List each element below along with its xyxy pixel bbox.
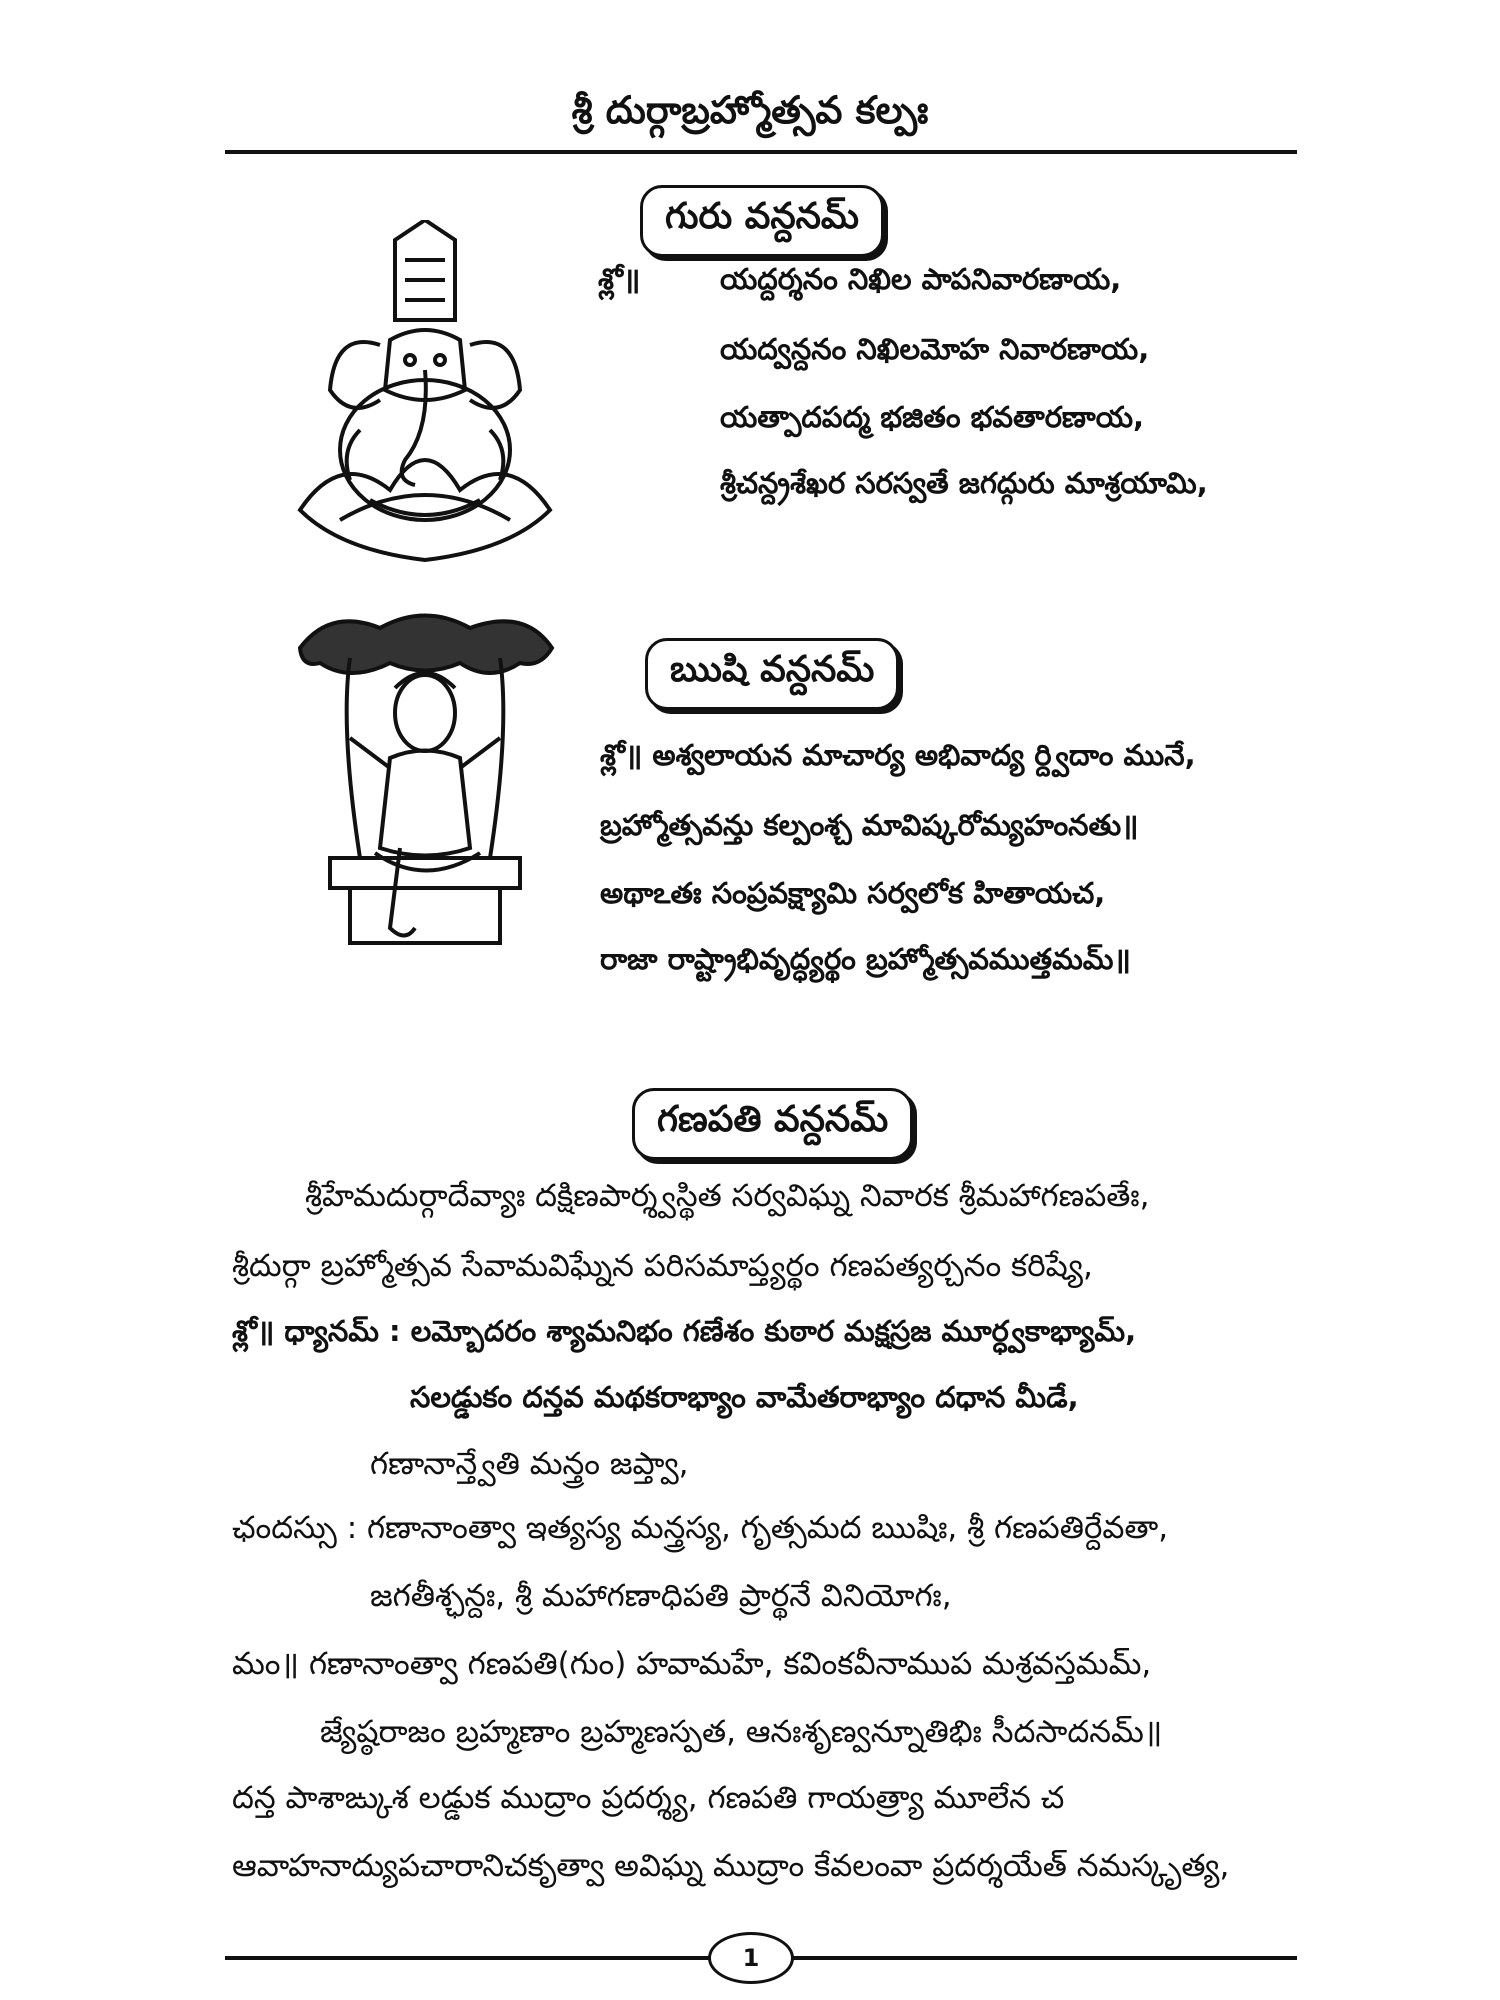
rushi-vandanam-heading: ఋషి వన్దనమ్ [645,638,899,710]
page-number: 1 [708,1932,794,1984]
rushi-sloka-line-1: శ్లో॥ అశ్వలాయన మాచార్య అభివాద్య ర్ద్విదాం మునే, [600,738,1196,772]
guru-sloka-line-4: శ్రీచన్ద్రశేఖర సరస్వతే జగద్గురు మాశ్రయామి, [720,466,1208,500]
ganapati-dhyanam-line: శ్లో॥ ధ్యానమ్ : లమ్బోదరం శ్యామనిభం గణేశం కుఠార మక్షస్రజ మూర్ధ్వకాభ్యామ్, [232,1314,1137,1348]
ganapati-mantra-line: గణానాన్త్వేతి మన్త్రం జప్త్వా, [370,1446,689,1482]
ganapati-line-1: శ్రీహేమదుర్గాదేవ్యాః దక్షిణపార్శ్వస్థిత సర్వవిఘ్న నివారక శ్రీమహాగణపతేః, [305,1178,1150,1214]
rushi-sloka-line-4: రాజా రాష్ట్రాభివృద్ధ్యర్థం బ్రహ్మోత్సవముత్తమమ్॥ [600,942,1131,976]
guru-sloka-line-1: యద్దర్శనం నిఖిల పాపనివారణాయ, [720,262,1122,296]
page-header-title: శ్రీ దుర్గాబ్రహ్మోత్సవ కల్పః [571,88,929,132]
header-rule [225,150,1297,154]
ganapati-line-2: శ్రీదుర్గా బ్రహ్మోత్సవ సేవామవిఘ్నేన పరిసమాప్త్యర్థం గణపత్యర్చనం కరిష్యే, [232,1248,1093,1284]
ganapati-mantram-line-2: జ్యేష్ఠరాజం బ్రహ్మణాం బ్రహ్మణస్పత, ఆనఃశృణ్వన్నూతిభిః సీదసాదనమ్॥ [320,1714,1163,1750]
ganapati-dhyanam-line-2: సలడ్డుకం దన్తవ మథకరాభ్యాం వామేతరాభ్యాం దధాన మీడే, [410,1380,1079,1414]
rushi-sloka-line-2: బ్రహ్మోత్సవన్తు కల్పంశ్చ మావిష్కరోమ్యహంనతు॥ [600,808,1139,842]
sage-illustration [290,608,560,958]
ganapati-mudra-line: దన్త పాశాఙ్కుశ లడ్డుక ముద్రాం ప్రదర్శ్య, గణపతి గాయత్ర్యా మూలేన చ [232,1780,1065,1816]
ganesha-illustration [280,220,570,590]
rushi-sloka-line-3: అథాఽతః సంప్రవక్ష్యామి సర్వలోక హితాయచ, [600,876,1106,910]
guru-sloka-line-2: యద్వన్దనం నిఖిలమోహ నివారణాయ, [720,332,1150,366]
guru-sloka-label: శ్లో॥ [598,262,641,296]
ganapati-avahana-line: ఆవాహనాద్యుపచారానిచకృత్వా అవిఘ్న ముద్రాం కేవలంవా ప్రదర్శయేత్ నమస్కృత్య, [232,1848,1230,1884]
ganapati-chandas-line: ఛందస్సు : గణానాంత్వా ఇత్యస్య మన్త్రస్య, గృత్సమద ఋషిః, శ్రీ గణపతిర్దేవతా, [232,1510,1169,1546]
ganapati-mantram-line: మం॥ గణానాంత్వా గణపతి(గుం) హవామహే, కవింకవీనాముప మశ్రవస్తమమ్, [232,1646,1152,1682]
guru-vandanam-heading: గురు వన్దనమ్ [640,185,884,257]
ganapati-vandanam-heading: గణపతి వన్దనమ్ [632,1088,913,1160]
guru-sloka-line-3: యత్పాదపద్మ భజితం భవతారణాయ, [720,400,1145,434]
ganapati-chandas-line-2: జగతీశ్ఛన్దః, శ్రీ మహాగణాధిపతి ప్రార్థనే వినియోగః, [370,1578,952,1614]
